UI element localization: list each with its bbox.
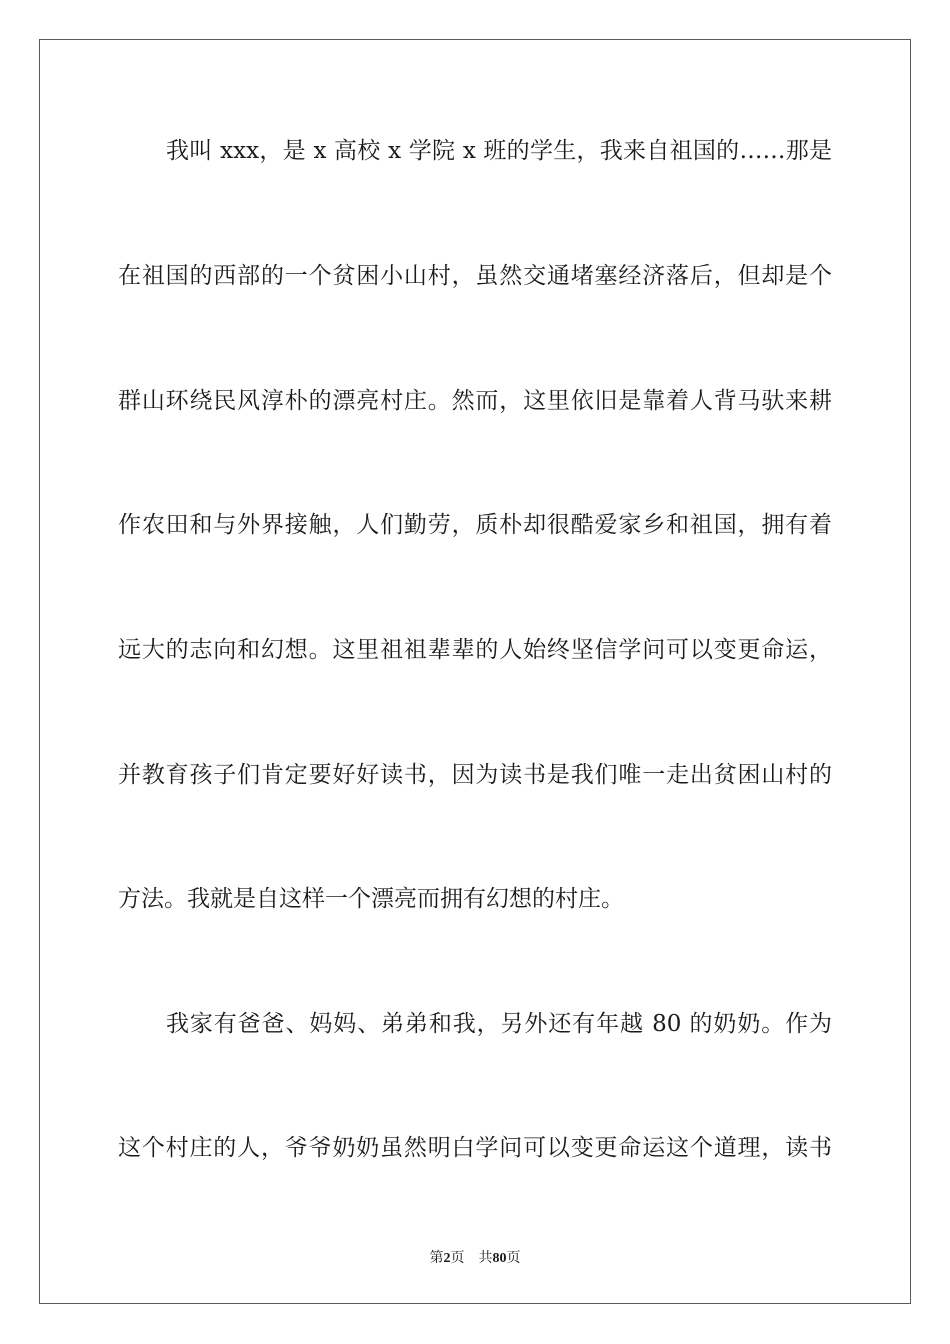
paragraph-2-line-2: 这个村庄的人，爷爷奶奶虽然明白学问可以变更命运这个道理，读书 [118, 1135, 832, 1161]
paragraph-1-line-1: 我叫 xxx，是 x 高校 x 学院 x 班的学生，我来自祖国的……那是 [166, 138, 832, 164]
total-label-prefix: 共 [478, 1251, 493, 1266]
total-label-suffix: 页 [506, 1251, 521, 1266]
paragraph-1-line-5: 远大的志向和幻想。这里祖祖辈辈的人始终坚信学问可以变更命运， [118, 637, 832, 663]
page-label-suffix: 页 [450, 1251, 465, 1266]
page-label-prefix: 第 [429, 1251, 444, 1266]
paragraph-1-line-7: 方法。我就是自这样一个漂亮而拥有幻想的村庄。 [118, 886, 624, 912]
paragraph-2-line-1: 我家有爸爸、妈妈、弟弟和我，另外还有年越 80 的奶奶。作为 [166, 1011, 832, 1037]
paragraph-1-line-6: 并教育孩子们肯定要好好读书，因为读书是我们唯一走出贫困山村的 [118, 762, 832, 788]
total-page-count: 80 [492, 1251, 507, 1266]
paragraph-1-line-3: 群山环绕民风淳朴的漂亮村庄。然而，这里依旧是靠着人背马驮来耕 [118, 388, 832, 414]
page-border [39, 39, 911, 1304]
current-page-number: 2 [443, 1251, 451, 1266]
paragraph-1-line-4: 作农田和与外界接触，人们勤劳，质朴却很酷爱家乡和祖国，拥有着 [118, 512, 832, 538]
page-footer [0, 1247, 950, 1267]
paragraph-1-line-2: 在祖国的西部的一个贫困小山村，虽然交通堵塞经济落后，但却是个 [118, 263, 832, 289]
